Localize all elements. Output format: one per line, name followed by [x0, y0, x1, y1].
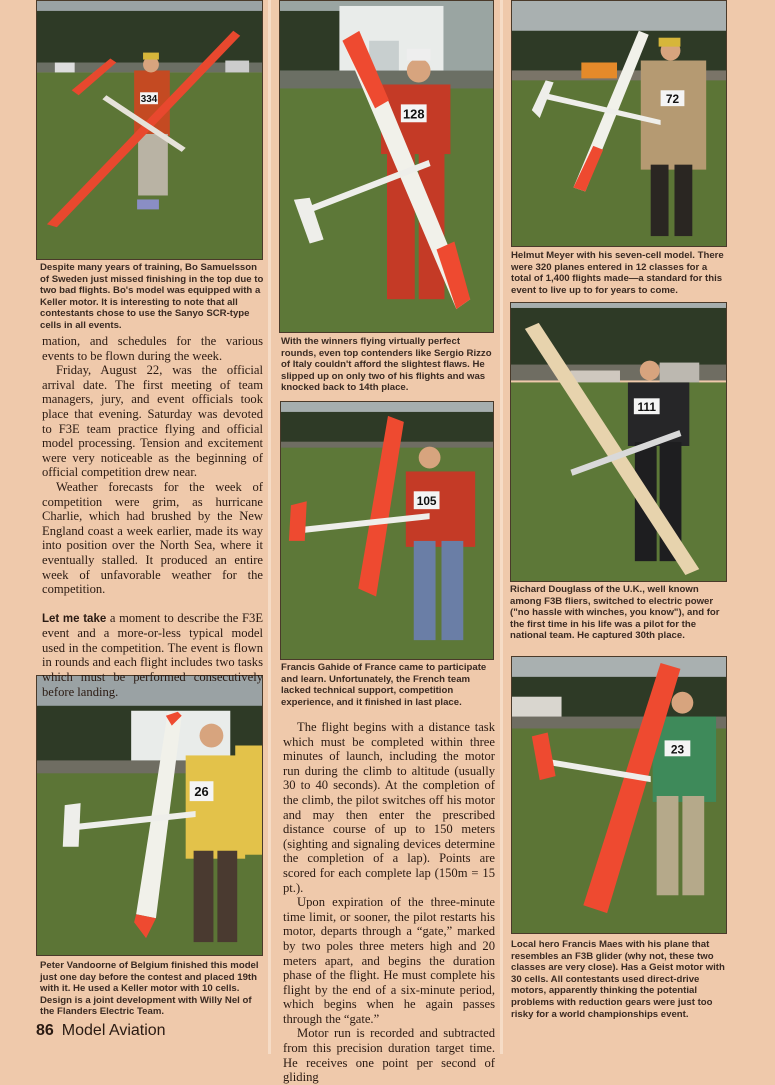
caption-richard-douglass: Richard Douglass of the U.K., well known among F3B fliers, switched to electric power ("no hassle with winches, you know"), and for the first time in his life was a pilot for the national team. He captured 30th place. — [510, 584, 720, 642]
article-paragraph: Motor run is recorded and subtracted from this precision duration target time. He receives one point per second of gliding — [283, 1026, 495, 1085]
article-paragraph — [42, 611, 263, 700]
photo-francis-gahide — [280, 401, 494, 660]
caption-sergio-rizzo: With the winners flying virtually perfect rounds, even top contenders like Sergio Rizzo of Italy couldn't afford the slightest flaws. He slipped up on only two of his flights and was knocked back to 14th place. — [281, 336, 492, 394]
photo-richard-douglass — [510, 302, 727, 582]
article-text: a moment to describe the F3E event and a more-or-less typical model used in the competition. The event is flown in rounds and each flight includes two tasks which must be performed consecutively before landing. — [42, 610, 264, 699]
column-rule — [268, 0, 271, 1054]
article-paragraph: Friday, August 22, was the official arrival date. The first meeting of team managers, jury, and event officials took place that evening. Saturday was devoted to F3E team practice flying and official model processing. Tension and excitement were very noticeable as the beginning of official competition drew near. — [42, 363, 263, 480]
column-rule — [500, 0, 503, 1054]
bib-number: 23 — [670, 742, 685, 757]
bib-number: 111 — [637, 400, 656, 415]
caption-francis-gahide: Francis Gahide of France came to participate and learn. Unfortunately, the French team lacked technical support, competition experience, and it finished in last place. — [281, 662, 487, 708]
article-paragraph: Weather forecasts for the week of competition were grim, as hurricane Charlie, which had brushed by the New England coast a week earlier, made its way into position over the North Sea, where it eventually stalled. It produced an entire week of unfavorable weather for the competition. — [42, 479, 263, 597]
photo-helmut-meyer — [511, 0, 727, 247]
photo-sergio-rizzo — [279, 0, 494, 333]
bib-number: 334 — [140, 94, 158, 106]
caption-helmut-meyer: Helmut Meyer with his seven-cell model. There were 320 planes entered in 12 classes for a total of 1,400 flights made—a standard for this event to live up to for years to come. — [511, 250, 724, 296]
page-footer — [36, 1022, 166, 1040]
bib-number: 72 — [665, 92, 680, 107]
article-body-middle — [283, 720, 495, 1085]
article-paragraph: The flight begins with a distance task which must be completed within three minutes of launch, including the motor run during the climb to altitude (usually 30 to 40 seconds). At the completion of the climb, the pilot switches off his motor and may then enter the prescribed distance course of up to 150 meters (sighting and signaling devices determine the completion of a lap). Points are scored for each complete lap (150m = 15 pt.). — [283, 720, 495, 895]
bib-number: 26 — [194, 784, 209, 800]
lead-in-text: Let me take — [42, 612, 107, 625]
photo-francis-maes — [511, 656, 727, 934]
magazine-name: Model Aviation — [61, 1022, 166, 1039]
caption-peter-vandoorne: Peter Vandoorne of Belgium finished this model just one day before the contest and placed 19th with it. He used a Keller motor with 10 cells. Design is a joint development with Willy Nel of the Flanders Electric Team. — [40, 960, 259, 1018]
bib-number: 105 — [416, 494, 437, 509]
photo-bo-samuelsson — [36, 0, 263, 260]
page-number: 86 — [36, 1022, 54, 1039]
caption-francis-maes: Local hero Francis Maes with his plane that resembles an F3B glider (why not, these two classes are very close). Has a Geist motor with 30 cells. All contestants used direct-drive motors, apparently thinking the potential problems with reduction gears were just too risky for a world championships event. — [511, 939, 725, 1020]
article-paragraph: Upon expiration of the three-minute time limit, or sooner, the pilot restarts his motor, departs through a “gate,” marked by two poles three meters high and 20 meters apart, and begins the duration phase of the flight. He must complete his flight by the end of a six-minute period, which begins when he again passes through the “gate.” — [283, 895, 495, 1026]
article-body-left — [42, 334, 263, 699]
photo-peter-vandoorne — [36, 675, 263, 956]
caption-bo-samuelsson: Despite many years of training, Bo Samuelsson of Sweden just missed finishing in the top due to two bad flights. Bo's model was equipped with a Keller motor. It is interesting to note that all contestants chose to use the Sanyo SCR-type cells in all events. — [40, 262, 264, 331]
bib-number: 128 — [403, 106, 425, 122]
article-paragraph: mation, and schedules for the various events to be flown during the week. — [42, 334, 263, 363]
